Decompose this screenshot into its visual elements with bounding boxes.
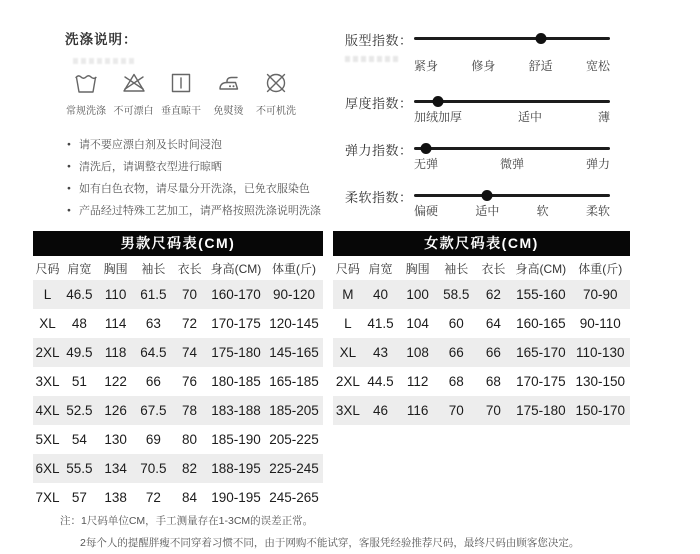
table-header-row [333, 257, 630, 280]
column-header: 肩宽 [368, 262, 393, 276]
table-cell: 82 [182, 461, 198, 476]
table-cell: 84 [182, 490, 198, 505]
table-cell: 76 [182, 374, 198, 389]
footnote-line: 注：1尺码单位CM，手工测量存在1-3CM的误差正常。 [60, 515, 314, 527]
column-header: 尺码 [35, 262, 60, 276]
table-cell: 110 [104, 287, 127, 302]
no-iron-icon [216, 70, 242, 96]
index-label: 弹力指数： [345, 143, 413, 158]
no-bleach-icon [121, 70, 147, 96]
table-cell: 116 [406, 403, 429, 418]
table-row [33, 454, 323, 483]
table-cell: 68 [448, 374, 464, 389]
table-cell: 64.5 [140, 345, 167, 360]
table-cell: 225-245 [269, 461, 319, 476]
table-cell: 126 [104, 403, 127, 418]
column-header: 肩宽 [67, 262, 92, 276]
table-cell: 170-175 [516, 374, 566, 389]
care-icon-label: 免熨烫 [213, 106, 244, 117]
table-cell: XL [39, 316, 56, 331]
table-cell: 138 [104, 490, 127, 505]
table-cell: 110-130 [576, 345, 625, 360]
care-icon-item [209, 70, 249, 117]
table-cell: 51 [71, 374, 87, 389]
table-cell: 46.5 [66, 287, 93, 302]
slider-option: 宽松 [585, 59, 610, 73]
table-row [333, 367, 630, 396]
table-cell: 3XL [335, 403, 360, 418]
slider-options [414, 155, 610, 172]
table-cell: 70 [485, 403, 501, 418]
normal-wash-icon [73, 70, 99, 96]
care-icon-item [114, 70, 154, 117]
table-cell: 63 [145, 316, 161, 331]
watermark-artifact [73, 58, 135, 64]
slider-option: 弹力 [585, 157, 610, 171]
table-cell: 54 [71, 432, 87, 447]
wash-section-title: 洗涤说明： [65, 32, 138, 47]
table-cell: 118 [104, 345, 127, 360]
table-row [33, 396, 323, 425]
table-cell: L [43, 287, 52, 302]
table-cell: XL [339, 345, 357, 360]
column-header: 胸围 [405, 262, 430, 276]
column-header: 身高(CM) [210, 262, 262, 276]
table-cell: 108 [406, 345, 429, 360]
table-cell: 160-170 [211, 287, 261, 302]
table-cell: 175-180 [516, 403, 566, 418]
table-cell: 66 [145, 374, 161, 389]
table-cell: 60 [448, 316, 464, 331]
table-cell: 6XL [35, 461, 60, 476]
table-cell: 5XL [35, 432, 60, 447]
column-header: 尺码 [335, 262, 360, 276]
table-cell: 104 [406, 316, 429, 331]
index-row [345, 185, 625, 232]
table-cell: 41.5 [367, 316, 394, 331]
slider-option: 适中 [517, 110, 542, 124]
table-row [33, 309, 323, 338]
table-cell: 52.5 [66, 403, 93, 418]
index-label: 柔软指数： [345, 190, 413, 205]
wash-note: ● 请不要应漂白剂及长时间浸泡 [67, 134, 321, 156]
slider-dot [482, 190, 493, 201]
table-cell: 130 [104, 432, 127, 447]
table-cell: 150-170 [575, 403, 626, 418]
table-row [333, 309, 630, 338]
index-label: 版型指数： [345, 30, 413, 49]
slider-options [414, 202, 610, 219]
care-icon-item [256, 70, 296, 117]
slider-options [414, 57, 610, 74]
care-icon-label: 垂直晾干 [161, 106, 201, 117]
table-cell: 90-120 [272, 287, 315, 302]
table-cell: 205-225 [269, 432, 319, 447]
table-cell: 61.5 [140, 287, 167, 302]
table-cell: 3XL [35, 374, 60, 389]
care-icons-row [66, 70, 296, 117]
wash-note: ● 清洗后，请调整衣型进行晾晒 [67, 156, 321, 178]
table-cell: 66 [485, 345, 501, 360]
men-size-table [33, 231, 323, 512]
slider-dot [433, 96, 444, 107]
table-cell: 160-165 [516, 316, 566, 331]
wash-note: ● 产品经过特殊工艺加工，请严格按照洗涤说明洗涤 [67, 200, 321, 222]
slider-dot [421, 143, 432, 154]
column-header: 身高(CM) [515, 262, 567, 276]
column-header: 袖长 [141, 262, 166, 276]
slider-track [414, 194, 610, 197]
table-cell: 68 [485, 374, 501, 389]
table-cell: 55.5 [66, 461, 93, 476]
table-cell: 57 [71, 490, 87, 505]
women-size-table [333, 231, 630, 425]
table-row [33, 280, 323, 309]
table-row [333, 338, 630, 367]
slider-options [414, 108, 610, 125]
index-row [345, 138, 625, 185]
table-cell: 245-265 [269, 490, 319, 505]
care-icon-label: 不可机洗 [256, 106, 296, 117]
column-header: 衣长 [177, 262, 202, 276]
table-cell: M [342, 287, 354, 302]
table-cell: 74 [182, 345, 198, 360]
care-icon-item [66, 70, 106, 117]
table-row [333, 280, 630, 309]
care-icon-label: 常规洗涤 [66, 106, 106, 117]
table-cell: 43 [372, 345, 389, 360]
table-cell: 165-185 [269, 374, 319, 389]
table-cell: 165-170 [516, 345, 566, 360]
table-cell: 4XL [35, 403, 60, 418]
table-cell: 120-145 [269, 316, 319, 331]
table-cell: 185-205 [269, 403, 319, 418]
table-cell: 2XL [35, 345, 60, 360]
table-cell: 122 [104, 374, 127, 389]
wash-note: ● 如有白色衣物，请尽量分开洗涤，已免衣服染色 [67, 178, 321, 200]
slider-option: 微弹 [499, 157, 524, 171]
index-section [345, 28, 625, 232]
table-cell: L [344, 316, 352, 331]
column-header: 衣长 [481, 262, 506, 276]
table-cell: 170-175 [211, 316, 261, 331]
table-cell: 185-190 [211, 432, 261, 447]
table-cell: 2XL [335, 374, 360, 389]
size-table-grid [333, 257, 630, 425]
no-machine-wash-icon [263, 70, 289, 96]
slider-option: 无弹 [414, 157, 439, 171]
slider-option: 薄 [597, 110, 610, 124]
table-cell: 72 [145, 490, 161, 505]
index-slider [414, 138, 610, 185]
slider-option: 偏硬 [414, 204, 439, 218]
table-cell: 188-195 [211, 461, 261, 476]
table-cell: 44.5 [367, 374, 394, 389]
table-cell: 46 [372, 403, 389, 418]
index-slider [414, 91, 610, 138]
size-table-grid [33, 257, 323, 512]
table-cell: 58.5 [443, 287, 470, 302]
slider-option: 软 [536, 204, 549, 218]
table-cell: 62 [485, 287, 501, 302]
table-title-bar: 女款尺码表(CM) [333, 231, 630, 256]
slider-option: 适中 [475, 204, 500, 218]
table-cell: 70 [448, 403, 464, 418]
table-row [33, 483, 323, 512]
table-cell: 78 [182, 403, 198, 418]
table-row [33, 425, 323, 454]
slider-option: 柔软 [585, 204, 610, 218]
table-cell: 183-188 [211, 403, 261, 418]
index-label: 厚度指数： [345, 96, 413, 111]
footnotes [60, 510, 579, 554]
wash-notes-list [67, 134, 321, 222]
slider-dot [536, 33, 547, 44]
table-row [33, 338, 323, 367]
table-cell: 180-185 [211, 374, 261, 389]
table-row [333, 396, 630, 425]
index-row [345, 28, 625, 91]
care-icon-item [161, 70, 201, 117]
column-header: 体重(斤) [271, 262, 316, 276]
table-cell: 72 [182, 316, 198, 331]
table-cell: 67.5 [140, 403, 167, 418]
table-cell: 40 [372, 287, 389, 302]
table-cell: 66 [448, 345, 464, 360]
slider-option: 紧身 [414, 59, 439, 73]
table-row [33, 367, 323, 396]
table-cell: 69 [145, 432, 161, 447]
table-cell: 114 [104, 316, 127, 331]
table-cell: 70.5 [140, 461, 167, 476]
index-row [345, 91, 625, 138]
table-header-row [33, 257, 323, 280]
table-cell: 155-160 [516, 287, 566, 302]
slider-option: 舒适 [528, 59, 553, 73]
table-cell: 49.5 [66, 345, 93, 360]
table-cell: 48 [71, 316, 87, 331]
table-cell: 134 [104, 461, 127, 476]
table-cell: 80 [182, 432, 198, 447]
table-cell: 130-150 [575, 374, 626, 389]
slider-track [414, 147, 610, 150]
care-icon-label: 不可漂白 [113, 106, 154, 117]
table-title-bar: 男款尺码表(CM) [33, 231, 323, 256]
drip-dry-icon [168, 70, 194, 96]
column-header: 袖长 [444, 262, 469, 276]
table-cell: 7XL [35, 490, 60, 505]
column-header: 体重(斤) [578, 262, 623, 276]
wash-section [65, 28, 335, 217]
slider-option: 修身 [471, 59, 496, 73]
column-header: 胸围 [103, 262, 128, 276]
table-cell: 100 [406, 287, 429, 302]
table-cell: 145-165 [269, 345, 319, 360]
slider-option: 加绒加厚 [414, 110, 463, 124]
table-cell: 112 [406, 374, 429, 389]
table-cell: 190-195 [211, 490, 261, 505]
index-slider [414, 28, 610, 91]
table-cell: 90-110 [579, 316, 621, 331]
table-cell: 70 [182, 287, 198, 302]
footnote-line: 2每个人的提醒胖瘦不同穿着习惯不同，由于网购不能试穿，客服凭经验推荐尺码，最终尺码由顾客您决定。 [80, 537, 580, 549]
table-cell: 64 [485, 316, 501, 331]
table-cell: 70-90 [583, 287, 618, 302]
index-slider [414, 185, 610, 232]
slider-track [414, 37, 610, 40]
table-cell: 175-180 [211, 345, 261, 360]
